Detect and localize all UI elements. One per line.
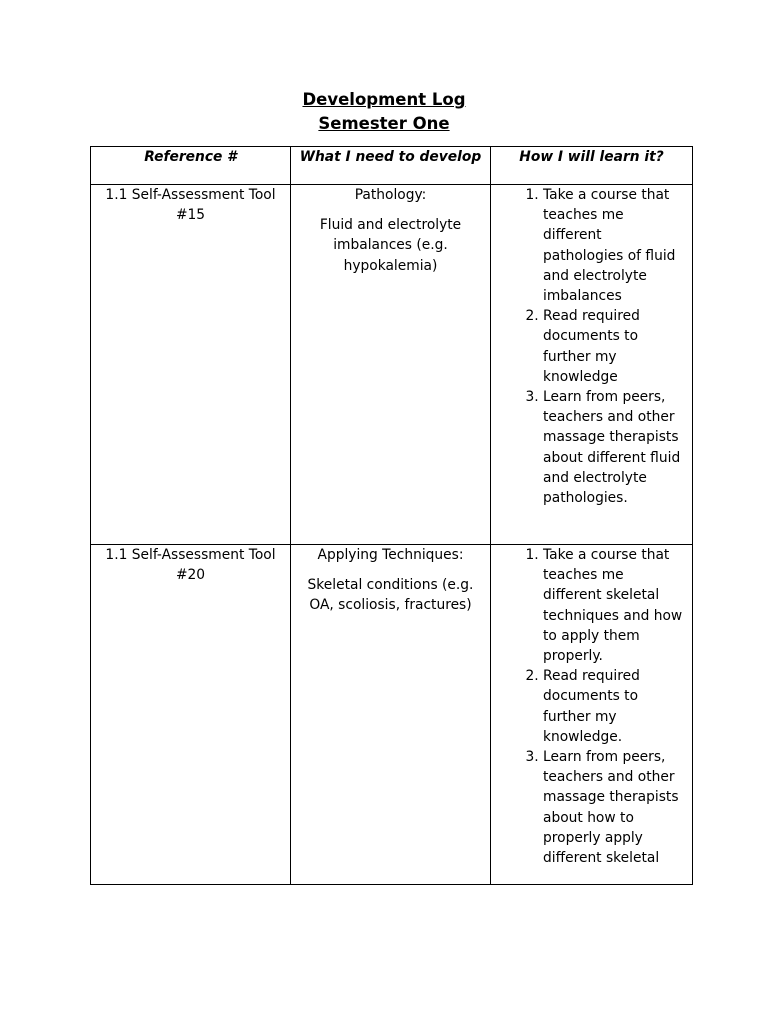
table-row: [91, 185, 693, 545]
table-row: [91, 545, 693, 885]
steps-list: [491, 185, 692, 508]
header-what-to-develop: What I need to develop: [291, 147, 491, 185]
step-item: 3. Learn from peers, teachers and other massage therapists about different fluid and electrolyte pathologies.: [543, 387, 686, 508]
reference-cell: 1.1 Self-Assessment Tool #15: [91, 185, 291, 545]
header-how-to-learn: How I will learn it?: [491, 147, 693, 185]
need-detail: Fluid and electrolyte imbalances (e.g. hypokalemia): [319, 217, 462, 274]
need-heading: Pathology:: [354, 187, 427, 203]
steps-cell: [491, 185, 693, 545]
need-heading: Applying Techniques:: [317, 547, 464, 563]
document-subtitle: Semester One: [318, 114, 450, 133]
need-cell: [291, 185, 491, 545]
need-detail: Skeletal conditions (e.g. OA, scoliosis, fractures): [307, 577, 474, 614]
step-item: 3. Learn from peers, teachers and other massage therapists about how to properly apply different skeletal: [543, 747, 686, 868]
document-title: Development Log: [302, 90, 466, 109]
header-reference: Reference #: [91, 147, 291, 185]
need-cell: [291, 545, 491, 885]
steps-list: [491, 545, 692, 868]
steps-cell: [491, 545, 693, 885]
step-item: 2. Read required documents to further my knowledge: [543, 306, 686, 387]
step-item: 1. Take a course that teaches me different pathologies of fluid and electrolyte imbalances: [543, 185, 686, 306]
development-log-table: [90, 146, 693, 885]
step-item: 1. Take a course that teaches me different skeletal techniques and how to apply them properly.: [543, 545, 686, 666]
reference-cell: 1.1 Self-Assessment Tool #20: [91, 545, 291, 885]
table-header-row: [91, 147, 693, 185]
step-item: 2. Read required documents to further my knowledge.: [543, 666, 686, 747]
